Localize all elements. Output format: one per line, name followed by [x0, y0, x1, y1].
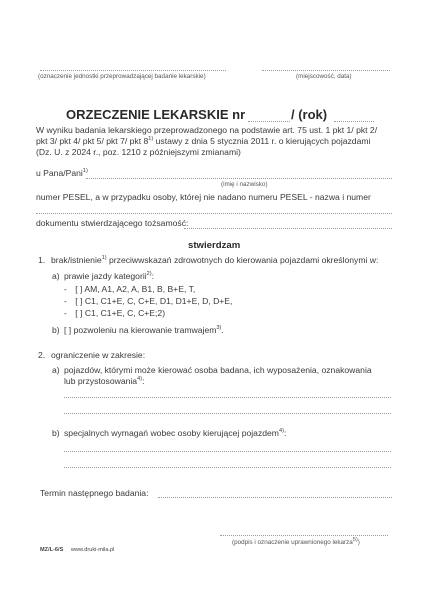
identity-document-line[interactable]: [184, 228, 392, 229]
place-date-line[interactable]: [262, 70, 390, 71]
category-item-2[interactable]: [64, 296, 232, 306]
driver-requirements-line-2[interactable]: [64, 467, 391, 468]
person-label: u Pana/Pani$^{1)}$: [36, 168, 88, 178]
intro-line-3: (Dz. U. z 2024 r., poz. 1210 z późniejszymi zmianami): [36, 147, 241, 158]
year-line[interactable]: [334, 121, 374, 122]
section-2a-label: a): [52, 365, 60, 375]
vehicle-restriction-line-2[interactable]: [64, 413, 391, 414]
intro-paragraph: [36, 125, 408, 159]
institution-caption: (oznaczenie jednostki przeprowadzającej badanie lekarskie): [38, 73, 206, 80]
category-text: C1, C1+E, C, C+E;2): [84, 308, 166, 318]
stwierdzam-heading: stwierdzam: [188, 240, 241, 251]
category-checkbox[interactable]: [ ]: [75, 296, 83, 306]
footer-code: MZ/L-6/S: [40, 547, 64, 553]
footer: [40, 547, 114, 553]
category-dash: -: [64, 308, 67, 318]
section-2-text: ograniczenie w zakresie:: [51, 350, 146, 360]
title-year: / (rok): [291, 107, 328, 122]
signature-caption: (podpis i oznaczenie uprawnionego lekarza$^{5)}$): [232, 536, 360, 546]
category-text: C1, C1+E, C, C+E, D1, D1+E, D, D+E,: [84, 296, 233, 306]
document-title: [66, 107, 245, 122]
category-text: AM, A1, A2, A, B1, B, B+E, T,: [84, 284, 196, 294]
certificate-number-line[interactable]: [248, 121, 290, 122]
tram-checkbox[interactable]: [ ]: [64, 325, 72, 335]
signature-line[interactable]: [220, 535, 388, 536]
category-item-3[interactable]: [64, 308, 165, 318]
section-1b-label: b): [52, 325, 60, 335]
tram-permit-item[interactable]: [ ] pozwoleniu na kierowanie tramwajem$^{3)}$.: [64, 325, 224, 335]
section-1-num: 1.: [38, 255, 46, 265]
next-exam-line[interactable]: [158, 497, 392, 498]
section-1a-text: prawie jazdy kategorii$^{2)}$:: [64, 271, 155, 281]
tram-text: pozwoleniu na kierowanie tramwajem: [73, 325, 217, 335]
section-2b-label: b): [52, 428, 60, 438]
section-2b-text: specjalnych wymagań wobec osoby kierującej pojazdem$^{4)}$:: [64, 428, 287, 438]
section-1-text: brak/istnienie$^{1)}$ przeciwwskazań zdrowotnych do kierowania pojazdami określonymi w:: [51, 255, 379, 265]
category-checkbox[interactable]: [ ]: [75, 308, 83, 318]
vehicle-restriction-line-1[interactable]: [64, 397, 391, 398]
category-checkbox[interactable]: [ ]: [75, 284, 83, 294]
intro-line-2: pkt 3/ pkt 4/ pkt 5/ pkt 7/ pkt 8$^{1)}$ ustawy z dnia 5 stycznia 2011 r. o kierujących pojazdami: [36, 136, 371, 147]
section-2-num: 2.: [38, 350, 46, 360]
institution-line[interactable]: [40, 70, 226, 71]
category-item-1[interactable]: [64, 284, 195, 294]
category-dash: -: [64, 284, 67, 294]
person-name-caption: (imię i nazwisko): [221, 181, 268, 188]
footer-url[interactable]: www.druki-mila.pl: [70, 547, 115, 553]
next-exam-label: Termin następnego badania:: [40, 488, 149, 498]
driver-requirements-line-1[interactable]: [64, 451, 391, 452]
pesel-line-2: dokumentu stwierdzającego tożsamość:: [36, 218, 189, 228]
title-main: ORZECZENIE LEKARSKIE nr: [66, 107, 246, 122]
section-1a-label: a): [52, 271, 60, 281]
pesel-line-1: numer PESEL, a w przypadku osoby, której nie nadano numeru PESEL - nazwa i numer: [36, 192, 371, 202]
section-2a-line-1: pojazdów, którymi może kierować osoba badana, ich wyposażenia, oznakowania: [64, 365, 372, 375]
person-name-line[interactable]: [86, 178, 392, 179]
pesel-input-line[interactable]: [36, 213, 392, 214]
category-dash: -: [64, 296, 67, 306]
intro-line-1: W wyniku badania lekarskiego przeprowadzonego na podstawie art. 75 ust. 1 pkt 1/ pkt 2/: [36, 125, 378, 135]
section-2a-line-2: lub przystosowania$^{4)}$:: [64, 376, 145, 386]
place-date-caption: (miejscowość, data): [296, 73, 352, 80]
